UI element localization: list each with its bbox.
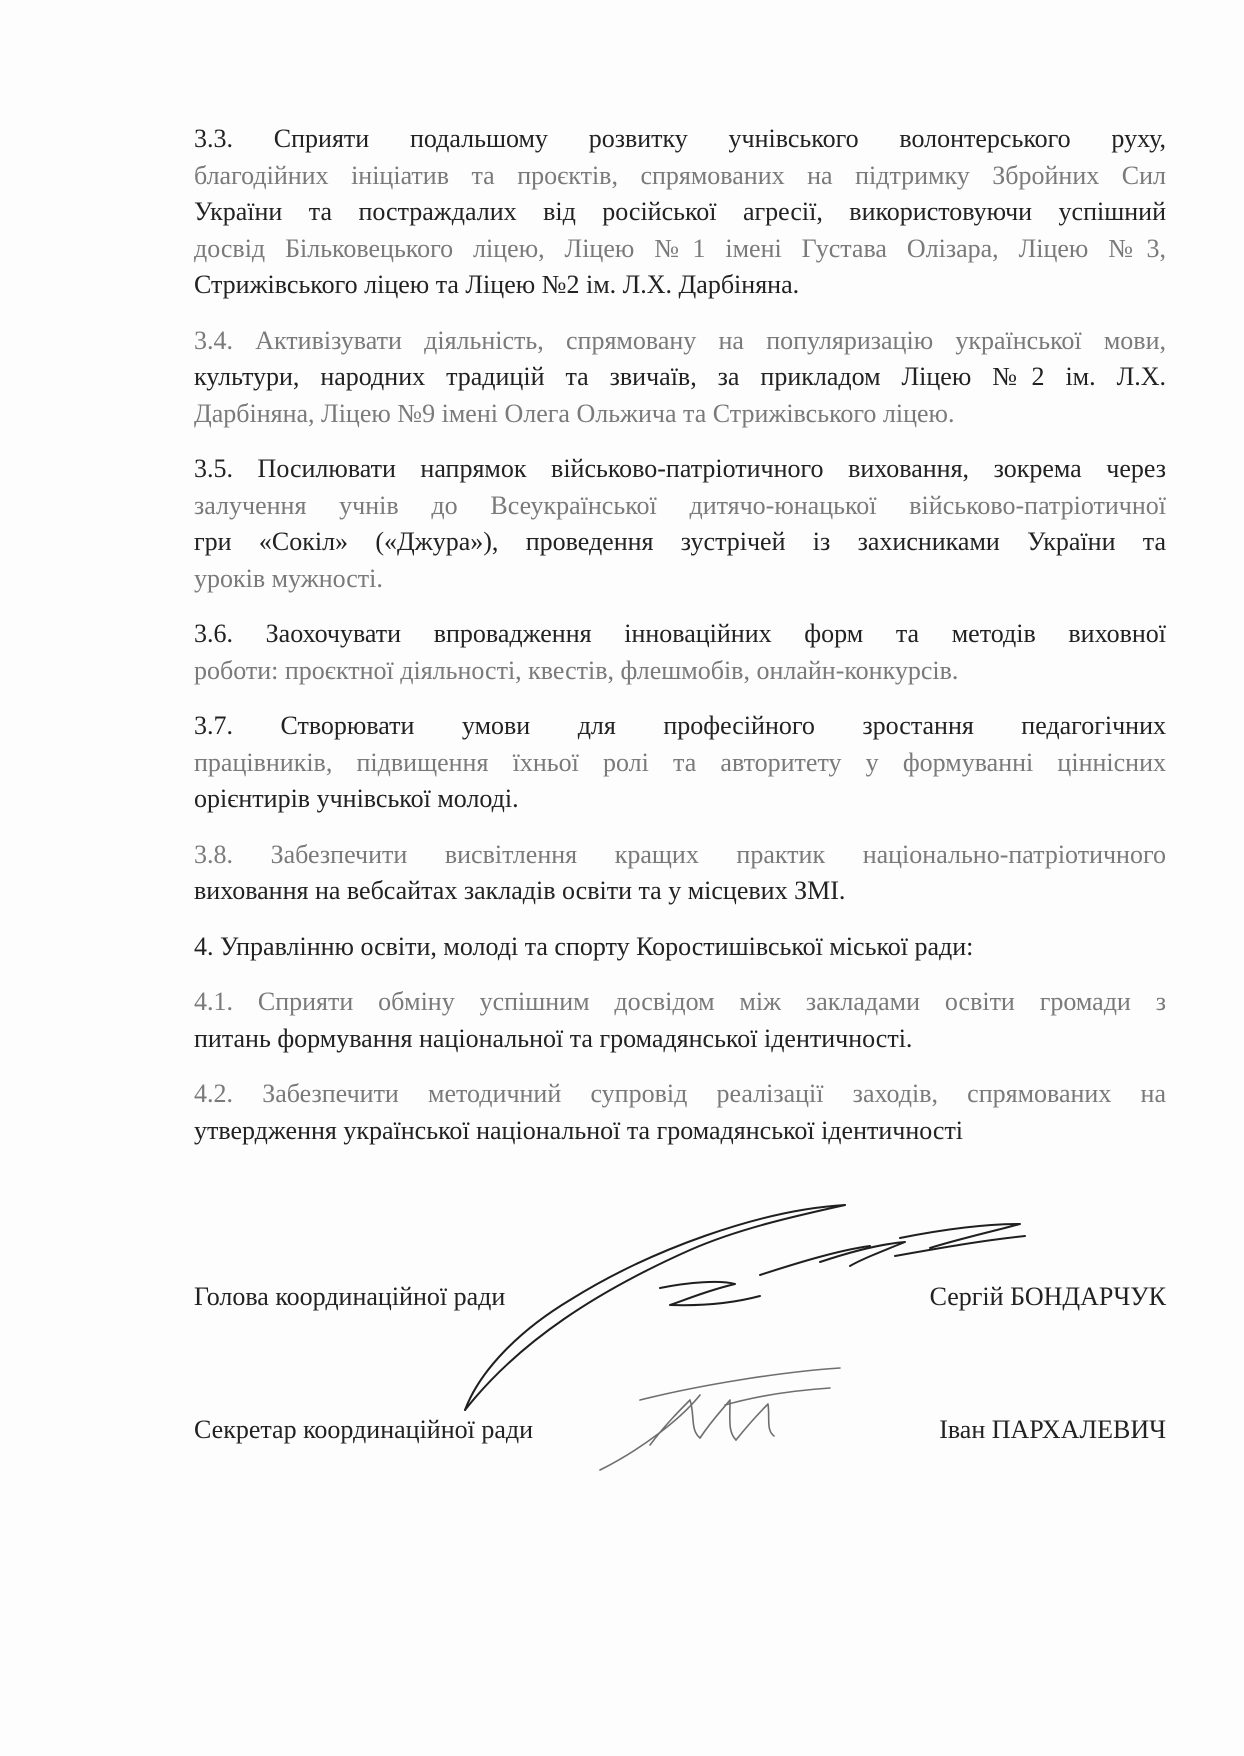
paragraph-line: виховання на вебсайтах закладів освіти та у місцевих ЗМІ.: [194, 876, 846, 905]
paragraph-line: 4.1. Сприяти обміну успішним досвідом між закладами освіти громади з: [194, 987, 1166, 1016]
paragraph: [194, 1076, 1166, 1149]
paragraph-line: 4. Управлінню освіти, молоді та спорту Коростишівської міської ради:: [194, 931, 974, 961]
paragraph-line: 3.5. Посилювати напрямок військово-патріотичного виховання, зокрема через: [194, 454, 1166, 483]
paragraph-line: гри «Сокіл» («Джура»), проведення зустрічей із захисниками України та: [194, 527, 1166, 556]
paragraph: [194, 323, 1166, 433]
chair-name: Сергій БОНДАРЧУК: [929, 1282, 1166, 1311]
paragraph-line: 3.8. Забезпечити висвітлення кращих практик національно-патріотичного: [194, 839, 1166, 869]
paragraph-line: досвід Більковецького ліцею, Ліцею №1 імені Густава Олізара, Ліцею №3,: [194, 233, 1166, 263]
paragraph-line: 4.2. Забезпечити методичний супровід реалізації заходів, спрямованих на: [194, 1079, 1166, 1108]
paragraph-line: 3.7. Створювати умови для професійного зростання педагогічних: [194, 711, 1166, 740]
paragraph-line: уроків мужності.: [194, 563, 383, 593]
paragraph-line: України та постраждалих від російської агресії, використовуючи успішний: [194, 197, 1166, 226]
paragraph-line: 3.3. Сприяти подальшому розвитку учнівського волонтерського руху,: [194, 124, 1166, 153]
paragraph: [194, 929, 1166, 966]
paragraph-line: роботи: проєктної діяльності, квестів, флешмобів, онлайн-конкурсів.: [194, 655, 959, 685]
secretary-handwritten-signature: [600, 1368, 840, 1470]
paragraph-line: культури, народних традицій та звичаїв, за прикладом Ліцею №2 ім. Л.Х.: [194, 362, 1166, 391]
paragraph-line: питань формування національної та громадянської ідентичності.: [194, 1023, 913, 1053]
paragraph: [194, 451, 1166, 597]
paragraph: [194, 837, 1166, 910]
paragraph: [194, 616, 1166, 689]
paragraph: [194, 984, 1166, 1057]
paragraph: [194, 708, 1166, 818]
paragraph-line: утвердження української національної та громадянської ідентичності: [194, 1115, 964, 1145]
paragraph-line: орієнтирів учнівської молоді.: [194, 784, 519, 813]
secretary-name: Іван ПАРХАЛЕВИЧ: [939, 1415, 1166, 1444]
paragraph-line: залучення учнів до Всеукраїнської дитячо-юнацької військово-патріотичної: [194, 490, 1166, 520]
paragraph: [194, 121, 1166, 304]
paragraph-line: працівників, підвищення їхньої ролі та авторитету у формуванні ціннісних: [194, 747, 1166, 777]
paragraph-line: благодійних ініціатив та проєктів, спрямованих на підтримку Збройних Сил: [194, 160, 1166, 190]
paragraph-line: 3.4. Активізувати діяльність, спрямовану на популяризацію української мови,: [194, 325, 1166, 355]
chair-role: Голова координаційної ради: [194, 1282, 506, 1311]
document-body: [194, 121, 1166, 1168]
paragraph-line: Стрижівського ліцею та Ліцею №2 ім. Л.Х. Дарбіняна.: [194, 270, 800, 299]
secretary-role: Секретар координаційної ради: [194, 1415, 534, 1444]
paragraph-line: 3.6. Заохочувати впровадження інноваційних форм та методів виховної: [194, 619, 1166, 648]
paragraph-line: Дарбіняна, Ліцею №9 імені Олега Ольжича та Стрижівського ліцею.: [194, 398, 955, 428]
